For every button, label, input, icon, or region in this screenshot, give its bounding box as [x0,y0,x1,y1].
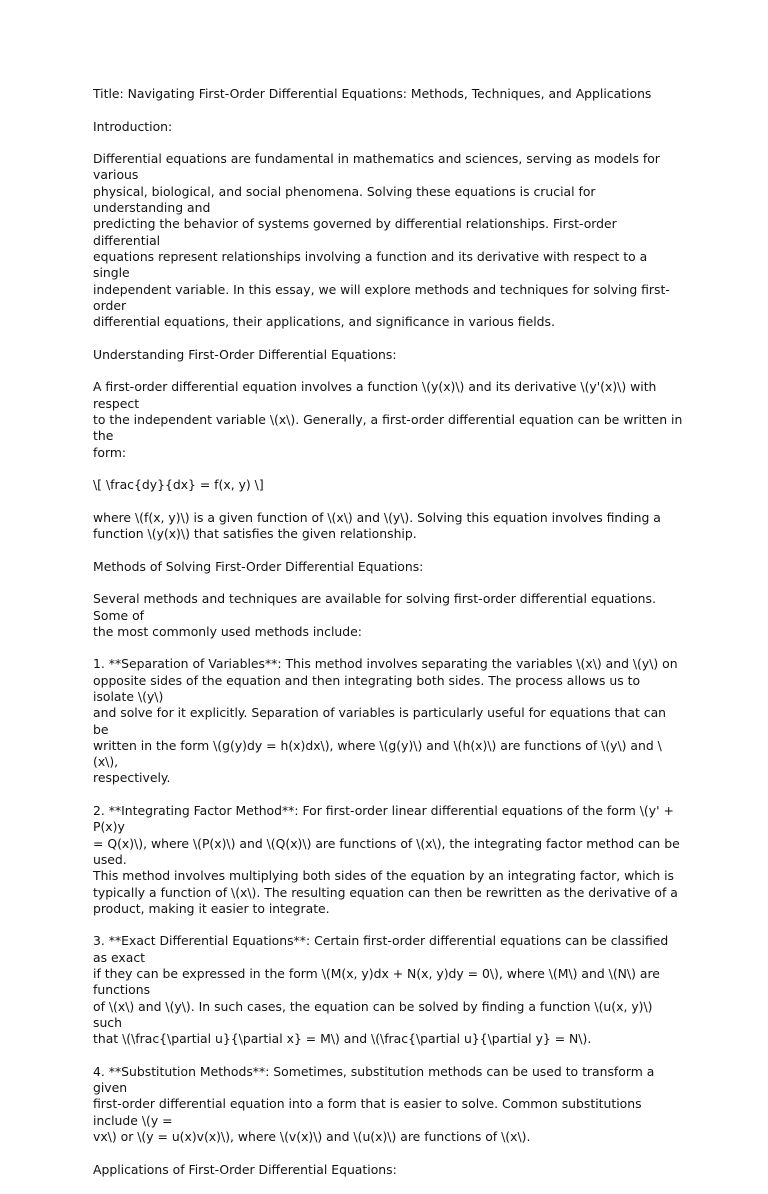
method-integrating-factor: 2. **Integrating Factor Method**: For first-order linear differential equations of the form \(y' + P(x)y = Q(x)\), where \(P(x)\) and \(Q(x)\) are functions of \(x\), the integrating factor method can be used. This method involves multiplying both sides of the equation by an integrating factor, which is typically a function of \(x\). The resulting equation can then be rewritten as the derivative of a product, making it easier to integrate. [93,803,680,916]
document-title: Title: Navigating First-Order Differential Equations: Methods, Techniques, and Applications [93,86,652,101]
introduction-heading: Introduction: [93,118,173,134]
equation-line: \[ \frac{dy}{dx} = f(x, y) \] [93,477,264,493]
method-exact-equations: 3. **Exact Differential Equations**: Certain first-order differential equations can be classified as exact if they can be expressed in the form \(M(x, y)dx + N(x, y)dy = 0\), where \(M\) and \(N\) are functions of \(x\) and \(y\). In such cases, the equation can be solved by finding a function \(u(x, y)\) such that \(\frac{\partial u}{\partial x} = M\) and \(\frac{\partial u}{\partial y} = N\). [93,933,669,1047]
understanding-heading: Understanding First-Order Differential Equations: [93,346,397,362]
method-separation-of-variables: 1. **Separation of Variables**: This method involves separating the variables \(x\) and \(y\) on opposite sides of the equation and then integrating both sides. The process allows us to isolate \(y\) and solve for it explicitly. Separation of variables is particularly useful for equations that can be written in the form \(g(y)dy = h(x)dx\), where \(g(y)\) and \(h(x)\) are functions of \(y\) and \(x\), respectively. [93,656,678,786]
methods-heading: Methods of Solving First-Order Differential Equations: [93,558,424,574]
applications-heading: Applications of First-Order Differential Equations: [93,1161,397,1177]
introduction-paragraph: Differential equations are fundamental in mathematics and sciences, serving as models for various physical, biological, and social phenomena. Solving these equations is crucial for understanding and predicting the behavior of systems governed by differential relationships. First-order differential equations represent relationships involving a function and its derivative with respect to a single independent variable. In this essay, we will explore methods and techniques for solving first-order differential equations, their applications, and significance in various fields. [93,151,670,330]
where-paragraph: where \(f(x, y)\) is a given function of \(x\) and \(y\). Solving this equation involves finding a function \(y(x)\) that satisfies the given relationship. [93,509,661,542]
document-page [93,86,683,1194]
methods-intro-paragraph: Several methods and techniques are available for solving first-order differential equations. Some of the most commonly used methods include: [93,591,656,639]
method-substitution: 4. **Substitution Methods**: Sometimes, substitution methods can be used to transform a given first-order differential equation into a form that is easier to solve. Common substitutions include \(y = vx\) or \(y = u(x)v(x)\), where \(v(x)\) and \(u(x)\) are functions of \(x\). [93,1063,655,1144]
understanding-paragraph: A first-order differential equation involves a function \(y(x)\) and its derivative \(y'(x)\) with respect to the independent variable \(x\). Generally, a first-order differential equation can be written in the form: [93,379,683,460]
